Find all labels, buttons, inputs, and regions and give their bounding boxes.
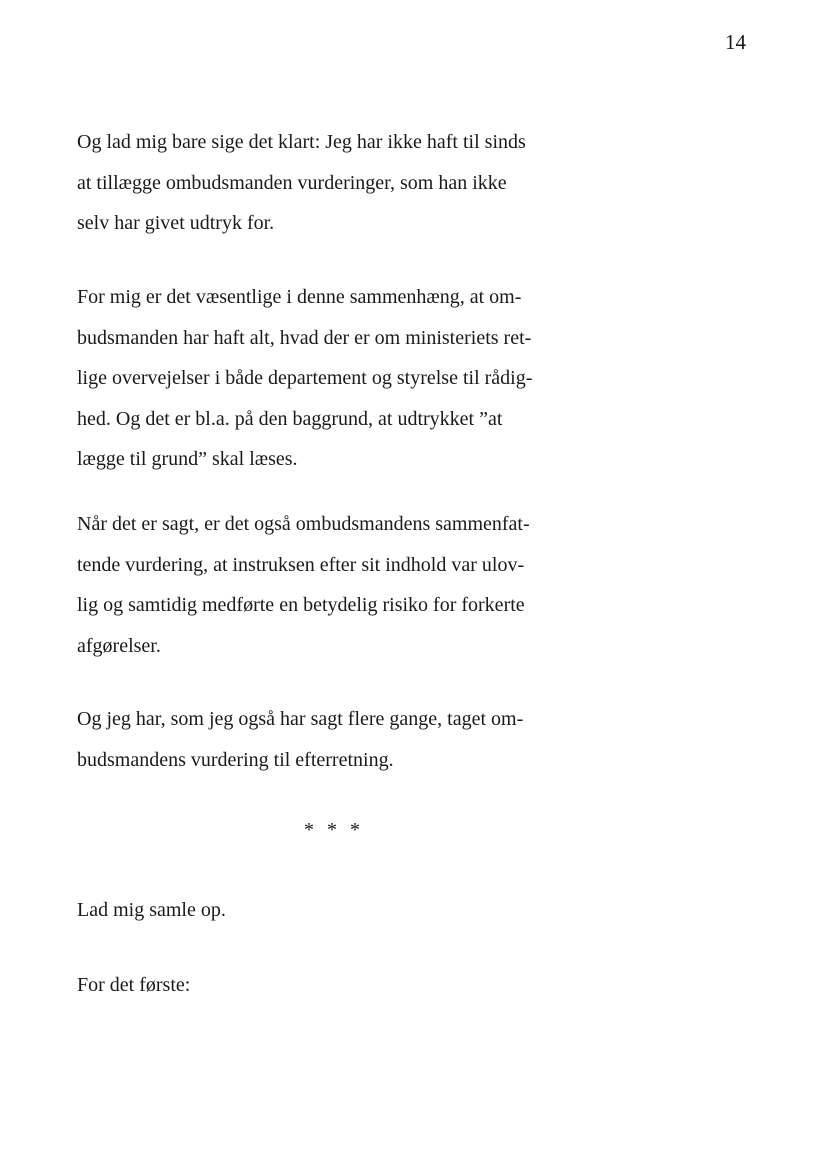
text-line: lægge til grund” skal læses. (77, 448, 298, 470)
text-line: budsmandens vurdering til efterretning. (77, 748, 394, 771)
text-line: Lad mig samle op. (77, 899, 226, 921)
paragraph-3 (77, 504, 617, 666)
text-line: Når det er sagt, er det også ombudsmandens sammenfat- (77, 513, 530, 535)
paragraph-1 (77, 122, 617, 244)
page-number: 14 (725, 30, 746, 54)
text-line: at tillægge ombudsmanden vurderinger, som han ikke (77, 171, 507, 194)
paragraph-2 (77, 277, 617, 480)
text-line: For det første: (77, 974, 191, 996)
text-line: tende vurdering, at instruksen efter sit indhold var ulov- (77, 553, 525, 576)
text-line: Og lad mig bare sige det klart: Jeg har ikke haft til sinds (77, 131, 526, 153)
section-separator: * * * (304, 819, 364, 841)
text-line: selv har givet udtryk for. (77, 212, 275, 234)
text-line: For mig er det væsentlige i denne sammenhæng, at om- (77, 286, 522, 308)
closing-line-2 (77, 965, 617, 1006)
text-line: Og jeg har, som jeg også har sagt flere gange, taget om- (77, 708, 524, 730)
text-line: hed. Og det er bl.a. på den baggrund, at udtrykket ”at (77, 407, 503, 430)
text-line: afgørelser. (77, 634, 161, 657)
paragraph-4 (77, 699, 617, 780)
closing-line-1 (77, 890, 617, 931)
text-line: lige overvejelser i både departement og styrelse til rådig- (77, 367, 533, 389)
text-line: lig og samtidig medførte en betydelig risiko for forkerte (77, 594, 525, 616)
text-line: budsmanden har haft alt, hvad der er om ministeriets ret- (77, 326, 532, 349)
